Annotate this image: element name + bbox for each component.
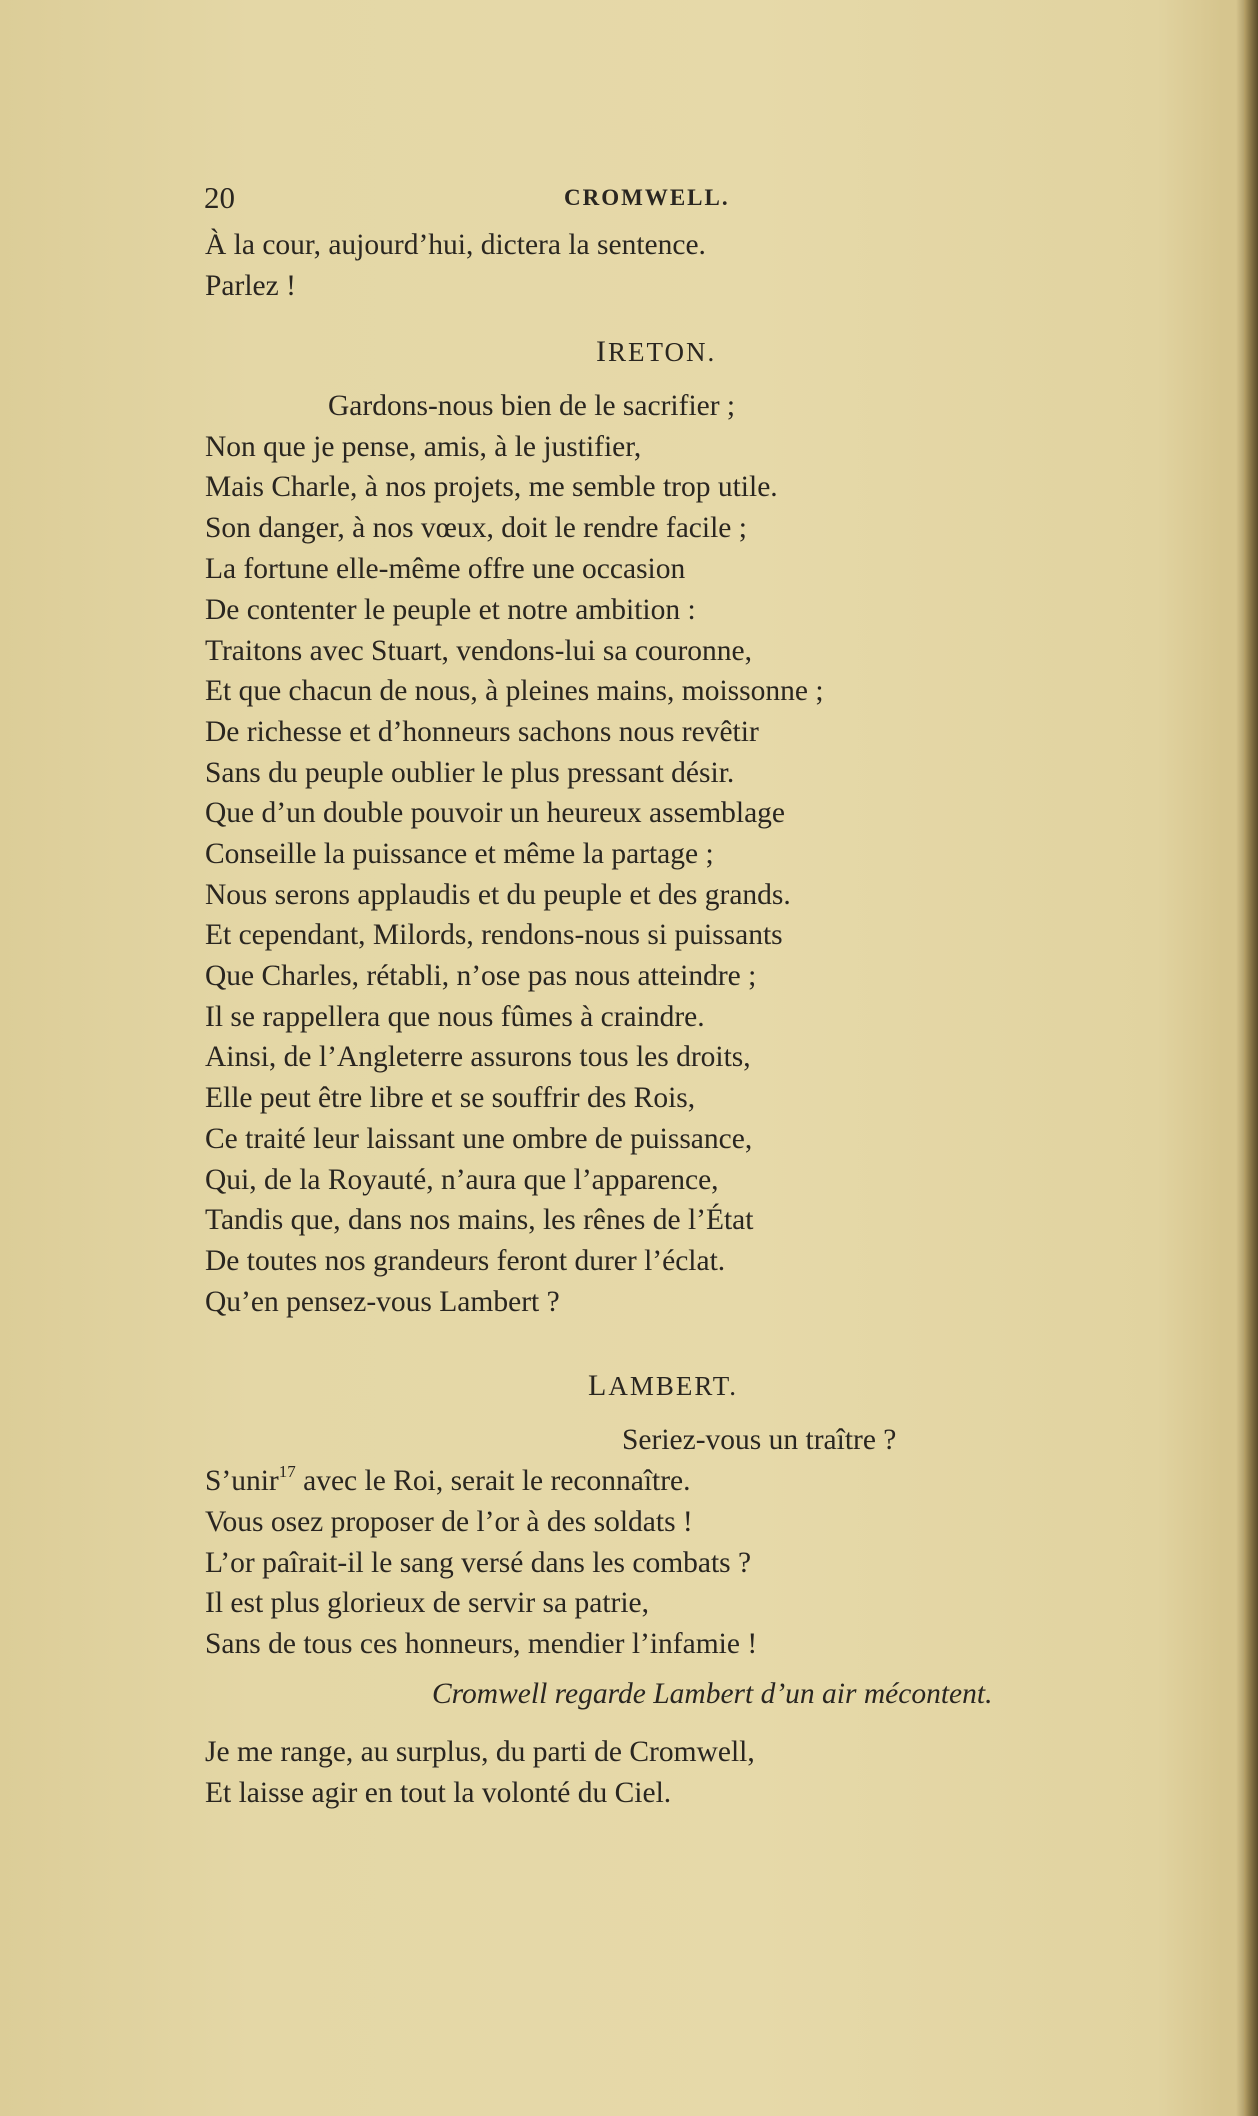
speaker-lambert [588,1366,738,1406]
page-header [204,176,764,220]
verse-line: À la cour, aujourd’hui, dictera la sentence. [205,229,706,261]
verse-line: Mais Charle, à nos projets, me semble trop utile. [205,471,778,503]
stage-direction: Cromwell regarde Lambert d’un air mécontent. [432,1678,993,1710]
speaker-initial: I [596,335,608,368]
verse-line: Et cependant, Milords, rendons-nous si puissants [205,919,783,951]
speaker-rest: RETON. [608,337,717,367]
verse-line: Gardons-nous bien de le sacrifier ; [328,390,736,422]
verse-line: Que Charles, rétabli, n’ose pas nous atteindre ; [205,960,757,992]
speaker-initial: L [588,1369,609,1402]
verse-line: La fortune elle-même offre une occasion [205,553,686,585]
verse-line: Qui, de la Royauté, n’aura que l’apparence, [205,1164,719,1196]
speaker-rest: AMBERT. [608,1371,738,1401]
page-gutter-shadow [1236,0,1244,2116]
verse-line: Et que chacun de nous, à pleines mains, moissonne ; [205,675,824,707]
verse-line: Sans du peuple oublier le plus pressant désir. [205,757,735,789]
verse-line: Ce traité leur laissant une ombre de puissance, [205,1123,753,1155]
footnote-reference: 17 [278,1462,296,1481]
verse-line: Nous serons applaudis et du peuple et des grands. [205,879,791,911]
verse-line: Parlez ! [205,270,296,302]
verse-line: De contenter le peuple et notre ambition : [205,594,696,626]
verse-line: De richesse et d’honneurs sachons nous revêtir [205,716,759,748]
verse-line: L’or paîrait-il le sang versé dans les combats ? [205,1547,752,1579]
verse-line: Sans de tous ces honneurs, mendier l’infamie ! [205,1628,758,1660]
verse-line: Traitons avec Stuart, vendons-lui sa couronne, [205,635,753,667]
verse-line: Elle peut être libre et se souffrir des Rois, [205,1082,696,1114]
running-title: CROMWELL. [564,185,730,210]
verse-line: Conseille la puissance et même la partage ; [205,838,714,870]
verse-line: Non que je pense, amis, à le justifier, [205,431,642,463]
verse-line: Qu’en pensez-vous Lambert ? [205,1286,560,1318]
page-edge [1244,0,1258,2116]
verse-text: avec le Roi, serait le reconnaître. [295,1465,691,1497]
verse-line: Seriez-vous un traître ? [622,1424,897,1456]
speaker-ireton [596,332,716,372]
verse-line: Ainsi, de l’Angleterre assurons tous les droits, [205,1041,751,1073]
verse-line: Tandis que, dans nos mains, les rênes de l’État [205,1204,754,1236]
page-number: 20 [204,180,235,215]
verse-line: Vous osez proposer de l’or à des soldats ! [205,1506,693,1538]
verse-line-with-footnote [205,1461,691,1501]
verse-line: Il se rappellera que nous fûmes à craindre. [205,1001,705,1033]
verse-text: S’unir [205,1465,279,1497]
verse-line: De toutes nos grandeurs feront durer l’éclat. [205,1245,726,1277]
verse-line: Il est plus glorieux de servir sa patrie, [205,1587,650,1619]
verse-line: Je me range, au surplus, du parti de Cromwell, [205,1736,755,1768]
verse-line: Et laisse agir en tout la volonté du Ciel. [205,1777,672,1809]
verse-line: Que d’un double pouvoir un heureux assemblage [205,797,786,829]
verse-line: Son danger, à nos vœux, doit le rendre facile ; [205,512,747,544]
